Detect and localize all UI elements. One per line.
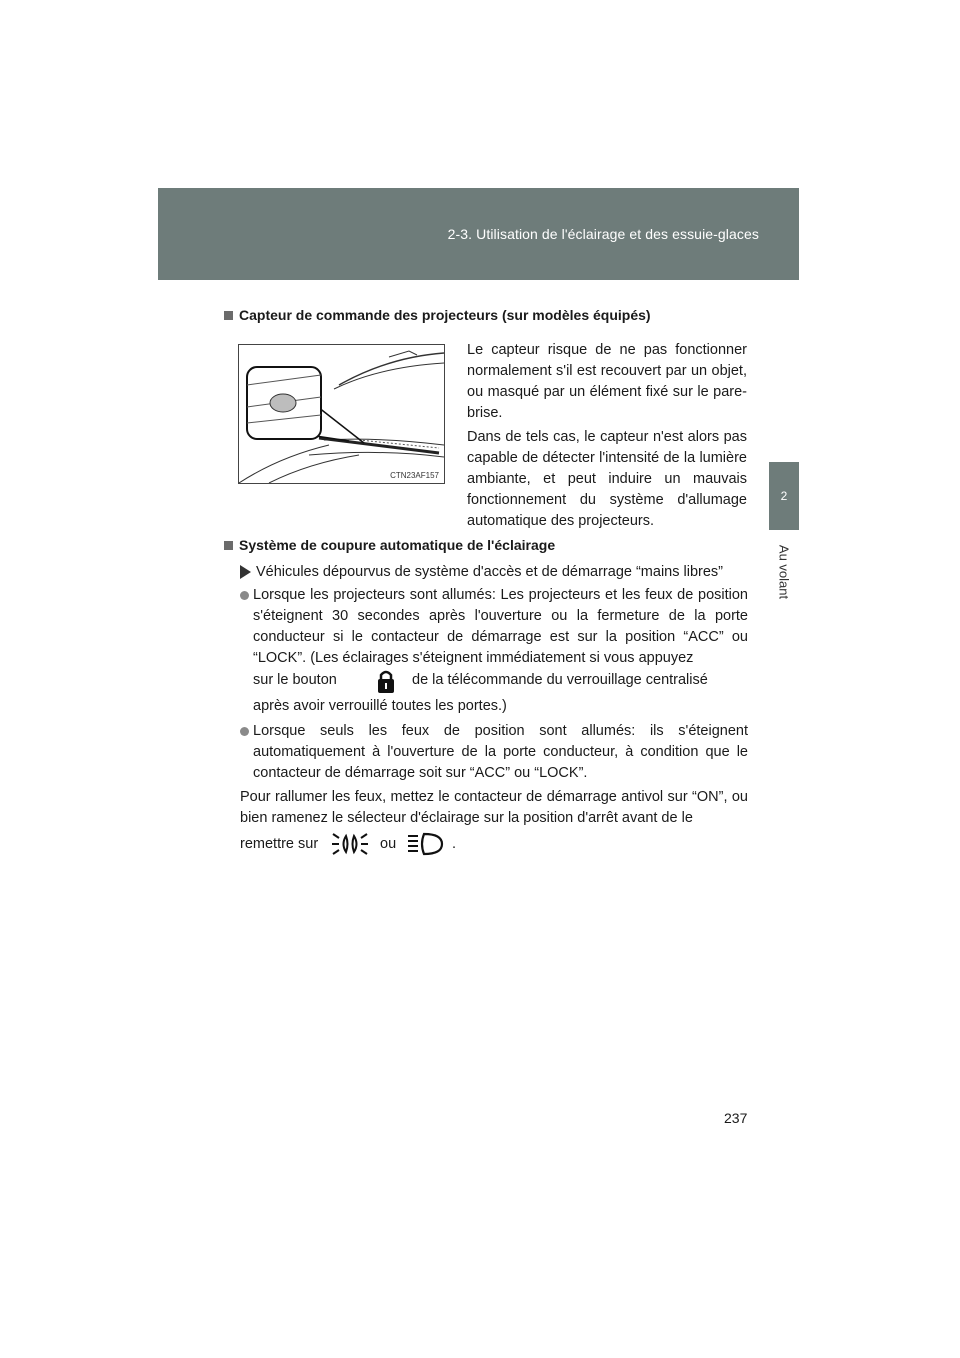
parking-lights-icon bbox=[330, 830, 370, 858]
capteur-paragraph-1: Le capteur risque de ne pas fonctionner normalement s'il est recouvert par un objet, ou masqué par un élément fixé sur le pare-brise. bbox=[467, 342, 747, 421]
heading-capteur: Capteur de commande des projecteurs (sur modèles équipés) bbox=[224, 307, 651, 323]
square-bullet-icon bbox=[224, 541, 233, 550]
figure-caption: CTN23AF157 bbox=[390, 471, 439, 480]
bullet-1-pre-icon: sur le bouton bbox=[253, 672, 337, 688]
chapter-tab bbox=[769, 462, 799, 530]
bullet-1-text: Lorsque les projecteurs sont allumés: Les projecteurs et les feux de position s'éteignent 30 secondes après l'ouverture ou la fermeture de la porte conducteur si le contacteur de démarrage est sur la position “ACC” ou “LOCK”. (Les éclairages s'éteignent immédiatement si vous appuyez bbox=[253, 587, 748, 666]
round-bullet-icon bbox=[240, 727, 249, 736]
closing-text: Pour rallumer les feux, mettez le contacteur de démarrage antivol sur “ON”, ou bien ramenez le sélecteur d'éclairage sur la position d'arrêt avant de le bbox=[240, 789, 748, 826]
sensor-figure bbox=[238, 344, 445, 484]
heading-coupure: Système de coupure automatique de l'éclairage bbox=[224, 537, 555, 553]
headlights-icon bbox=[406, 830, 446, 858]
header-band bbox=[158, 188, 799, 280]
closing-pre: remettre sur bbox=[240, 836, 319, 852]
condition-line: Véhicules dépourvus de système d'accès et de démarrage “mains libres” bbox=[240, 564, 748, 580]
section-title: 2-3. Utilisation de l'éclairage et des essuie-glaces bbox=[447, 226, 759, 242]
lock-icon bbox=[368, 668, 404, 696]
closing-mid: ou bbox=[380, 836, 397, 852]
chapter-label: Au volant bbox=[776, 544, 792, 600]
capteur-paragraph-2: Dans de tels cas, le capteur n'est alors pas capable de détecter l'intensité de la lumière ambiante, et peut induire un mauvais fonctionnement du système d'allumage automatique des projecteurs. bbox=[467, 429, 747, 529]
bullet-1-end: après avoir verrouillé toutes les portes.) bbox=[253, 698, 507, 714]
bullet-2-text: Lorsque seuls les feux de position sont allumés: ils s'éteignent automatiquement à l'ouverture de la porte conducteur, à condition que le contacteur de démarrage soit sur “ACC” ou “LOCK”. bbox=[253, 723, 748, 781]
square-bullet-icon bbox=[224, 311, 233, 320]
arrow-bullet-icon bbox=[240, 565, 251, 579]
windshield-sensor-illustration bbox=[239, 345, 444, 483]
bullet-1-post-icon: de la télécommande du verrouillage centralisé bbox=[412, 672, 708, 688]
round-bullet-icon bbox=[240, 591, 249, 600]
chapter-number: 2 bbox=[780, 489, 788, 503]
page-number: 237 bbox=[724, 1110, 748, 1126]
closing-end: . bbox=[452, 836, 457, 852]
